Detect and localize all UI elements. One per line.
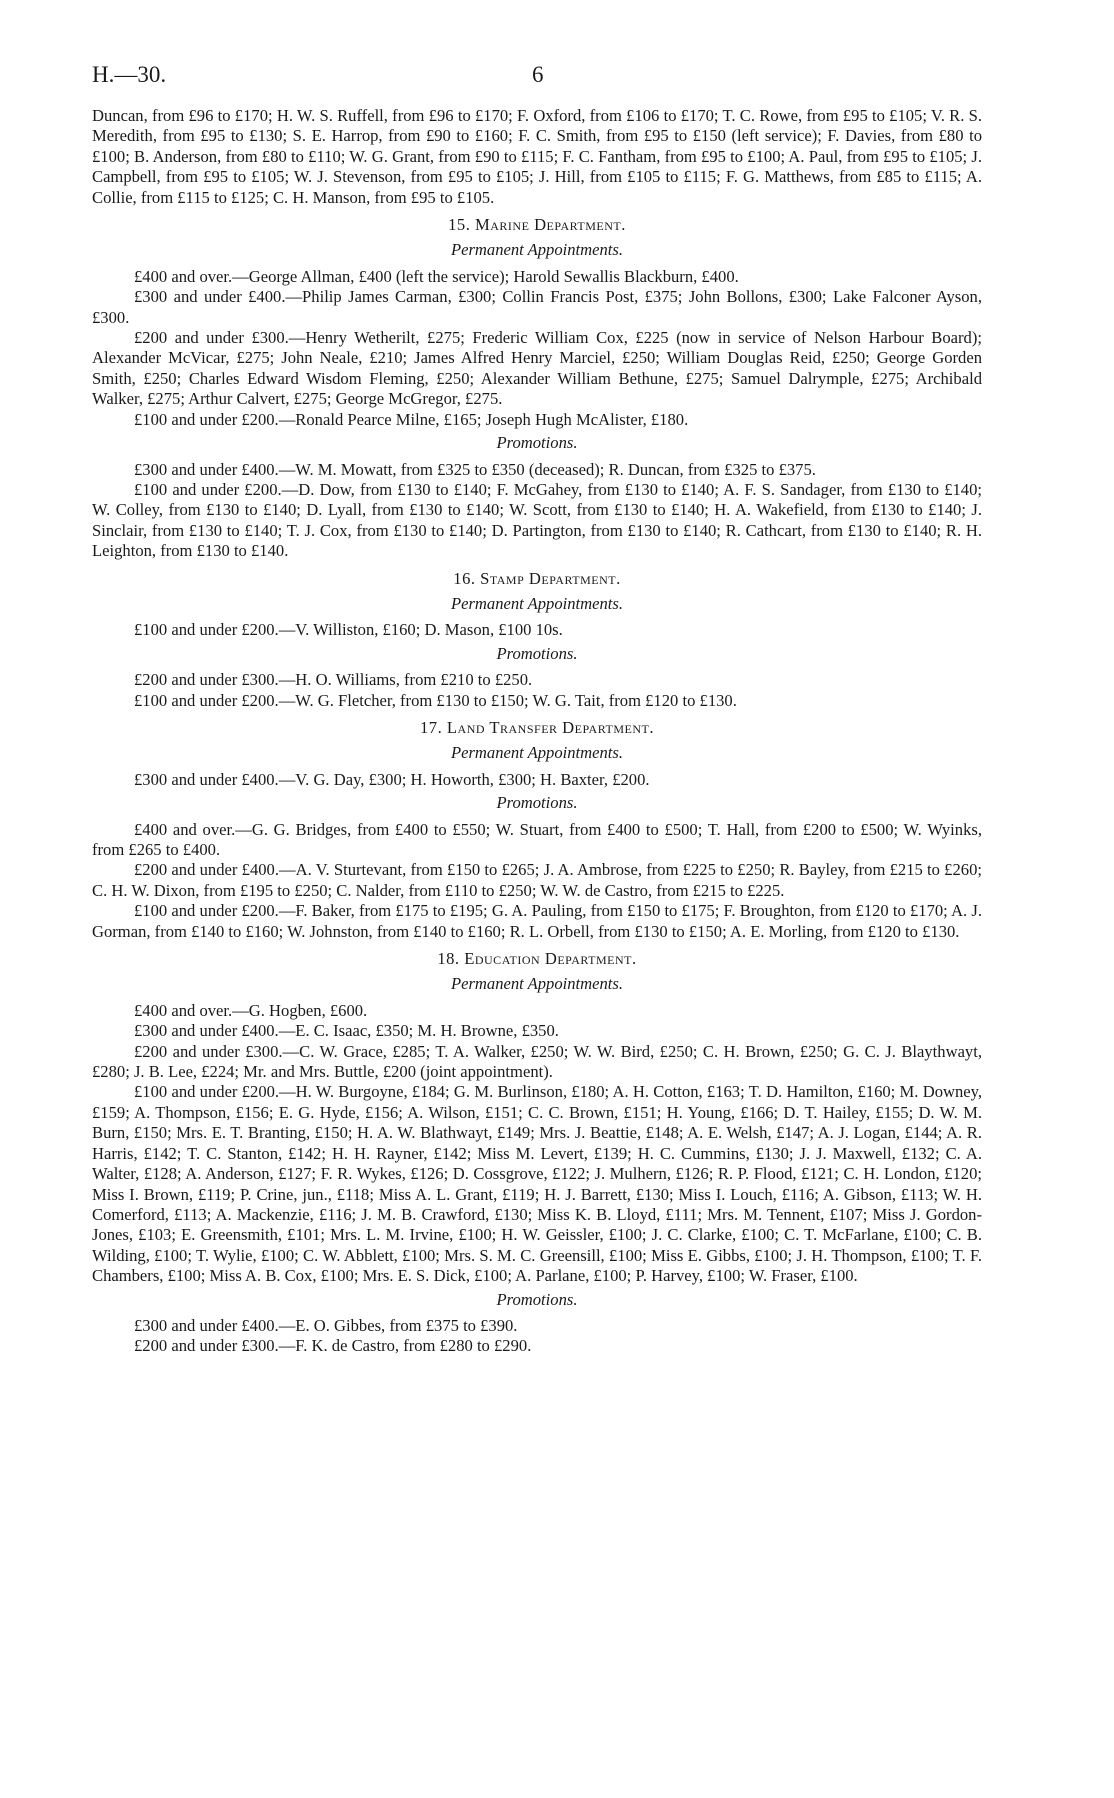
appointment-paragraph: £100 and under £200.—V. Williston, £160; D. Mason, £100 10s.: [134, 620, 563, 640]
promotion-paragraph: £200 and under £300.—H. O. Williams, from £210 to £250.: [134, 670, 533, 690]
document-page: [92, 62, 982, 1357]
appointment-paragraph: £300 and under £400.—E. C. Isaac, £350; M. H. Browne, £350.: [134, 1021, 559, 1041]
promotion-paragraph: £300 and under £400.—E. O. Gibbes, from £375 to £390.: [134, 1315, 518, 1335]
promotions-heading: Promotions.: [496, 643, 578, 663]
promotion-paragraph: £300 and under £400.—W. M. Mowatt, from £325 to £350 (deceased); R. Duncan, from £325 to £375.: [134, 459, 816, 479]
permanent-appointments-heading: Permanent Appointments.: [450, 743, 624, 763]
promotion-paragraph: £200 and under £300.—F. K. de Castro, from £280 to £290.: [134, 1336, 532, 1356]
promotion-paragraph: £100 and under £200.—F. Baker, from £175 to £195; G. A. Pauling, from £150 to £175; F. Broughton, from £120 to £170; A. J. Gorman, from £140 to £160; W. Johnston, from £140 to £160; R. L. Orbell, from £130 to £150; A. E. Morling, from £120 to £130.: [92, 901, 982, 941]
appointment-paragraph: £400 and over.—George Allman, £400 (left the service); Harold Sewallis Blackburn, £400.: [134, 266, 739, 286]
promotions-heading: Promotions.: [496, 793, 578, 813]
appointment-paragraph: £300 and under £400.—V. G. Day, £300; H. Howorth, £300; H. Baxter, £200.: [134, 769, 650, 789]
promotion-paragraph: £100 and under £200.—D. Dow, from £130 to £140; F. McGahey, from £130 to £140; A. F. S. Sandager, from £130 to £140; W. Colley, from £130 to £140; D. Lyall, from £130 to £140; W. Scott, from £130 to £140; H. A. Wakefield, from £130 to £140; J. Sinclair, from £130 to £140; T. J. Cox, from £130 to £140; D. Partington, from £130 to £140; R. Cathcart, from £130 to £140; R. H. Leighton, from £130 to £140.: [92, 479, 982, 561]
promotion-paragraph: £100 and under £200.—W. G. Fletcher, from £130 to £150; W. G. Tait, from £120 to £130.: [134, 690, 737, 710]
section-marine-department: [92, 215, 982, 562]
appointment-paragraph: £200 and under £300.—Henry Wetherilt, £275; Frederic William Cox, £225 (now in service of Nelson Harbour Board); Alexander McVicar, £275; John Neale, £210; James Alfred Henry Marciel, £250; William Douglas Reid, £250; George Gorden Smith, £250; Charles Edward Wisdom Fleming, £250; Alexander William Bethune, £275; Samuel Dalrymple, £275; Archibald Walker, £275; Arthur Calvert, £275; George McGregor, £275.: [92, 328, 982, 409]
permanent-appointments-heading: Permanent Appointments.: [450, 240, 624, 260]
document-reference: H.—30.: [92, 62, 167, 87]
section-stamp-department: [92, 569, 982, 711]
appointment-paragraph: £300 and under £400.—Philip James Carman, £300; Collin Francis Post, £375; John Bollons, £300; Lake Falconer Ayson, £300.: [92, 287, 982, 327]
appointment-paragraph: £200 and under £300.—C. W. Grace, £285; T. A. Walker, £250; W. W. Bird, £250; C. H. Brown, £250; G. C. J. Blaythwayt, £280; J. B. Lee, £224; Mr. and Mrs. Buttle, £200 (joint appointment).: [92, 1041, 982, 1082]
appointment-paragraph: £100 and under £200.—Ronald Pearce Milne, £165; Joseph Hugh McAlister, £180.: [134, 409, 689, 429]
section-title: 17. Land Transfer Department.: [420, 717, 654, 737]
section-title: 18. Education Department.: [437, 949, 637, 969]
promotion-paragraph: £400 and over.—G. G. Bridges, from £400 to £550; W. Stuart, from £400 to £500; T. Hall, from £200 to £500; W. Wyinks, from £265 to £400.: [92, 819, 982, 859]
permanent-appointments-heading: Permanent Appointments.: [450, 593, 624, 613]
section-title: 15. Marine Department.: [448, 215, 626, 235]
page-header: [92, 62, 982, 96]
appointment-paragraph: £400 and over.—G. Hogben, £600.: [134, 1000, 368, 1020]
section-education-department: [92, 949, 982, 1357]
appointment-paragraph: £100 and under £200.—H. W. Burgoyne, £184; G. M. Burlinson, £180; A. H. Cotton, £163; T. D. Hamilton, £160; M. Downey, £159; A. Thompson, £156; E. G. Hyde, £156; A. Wilson, £151; C. C. Brown, £151; H. Young, £166; D. T. Hailey, £155; D. W. M. Burn, £150; Mrs. E. T. Branting, £150; H. A. W. Blathwayt, £149; Mrs. J. Beattie, £148; A. E. Welsh, £147; A. J. Logan, £144; A. R. Harris, £142; T. C. Stanton, £142; H. H. Rayner, £142; Miss M. Levert, £139; H. C. Cummins, £130; J. J. Maxwell, £132; C. A. Walter, £128; A. Anderson, £127; F. R. Wykes, £126; D. Cossgrove, £122; J. Mulhern, £126; R. P. Flood, £121; C. H. London, £120; Miss I. Brown, £119; P. Crine, jun., £118; Miss A. L. Grant, £119; H. J. Barrett, £130; Miss I. Louch, £116; A. Gibson, £113; W. H. Comerford, £113; A. Mackenzie, £116; J. M. B. Crawford, £130; Miss K. B. Lloyd, £111; Mrs. M. Tennent, £107; Miss J. Gordon-Jones, £103; E. Greensmith, £101; Mrs. L. M. Irvine, £100; H. W. Geissler, £100; J. C. Clarke, £100; C. T. McFarlane, £100; C. B. Wilding, £100; T. Wylie, £100; C. W. Abblett, £100; Mrs. S. M. C. Greensill, £100; Miss E. Gibbs, £100; J. H. Thompson, £100; T. F. Chambers, £100; Miss A. B. Cox, £100; Mrs. E. S. Dick, £100; A. Parlane, £100; P. Harvey, £100; W. Fraser, £100.: [92, 1082, 982, 1286]
section-title: 16. Stamp Department.: [453, 568, 621, 588]
promotions-heading: Promotions.: [496, 1289, 578, 1309]
continued-paragraph: Duncan, from £96 to £170; H. W. S. Ruffell, from £96 to £170; F. Oxford, from £106 to £170; T. C. Rowe, from £95 to £105; V. R. S. Meredith, from £95 to £130; S. E. Harrop, from £90 to £160; F. C. Smith, from £95 to £150 (left service); F. Davies, from £80 to £100; B. Anderson, from £80 to £110; W. G. Grant, from £90 to £115; F. C. Fantham, from £95 to £100; A. Paul, from £95 to £105; J. Campbell, from £95 to £105; W. J. Stevenson, from £95 to £105; J. Hill, from £105 to £115; F. G. Matthews, from £85 to £115; A. Collie, from £115 to £125; C. H. Manson, from £95 to £105.: [92, 106, 982, 207]
permanent-appointments-heading: Permanent Appointments.: [450, 974, 624, 994]
page-number: 6: [532, 62, 544, 87]
section-land-transfer-department: [92, 718, 982, 942]
promotions-heading: Promotions.: [496, 433, 578, 453]
promotion-paragraph: £200 and under £400.—A. V. Sturtevant, from £150 to £265; J. A. Ambrose, from £225 to £250; R. Bayley, from £215 to £260; C. H. W. Dixon, from £195 to £250; C. Nalder, from £110 to £250; W. W. de Castro, from £215 to £225.: [92, 860, 982, 900]
